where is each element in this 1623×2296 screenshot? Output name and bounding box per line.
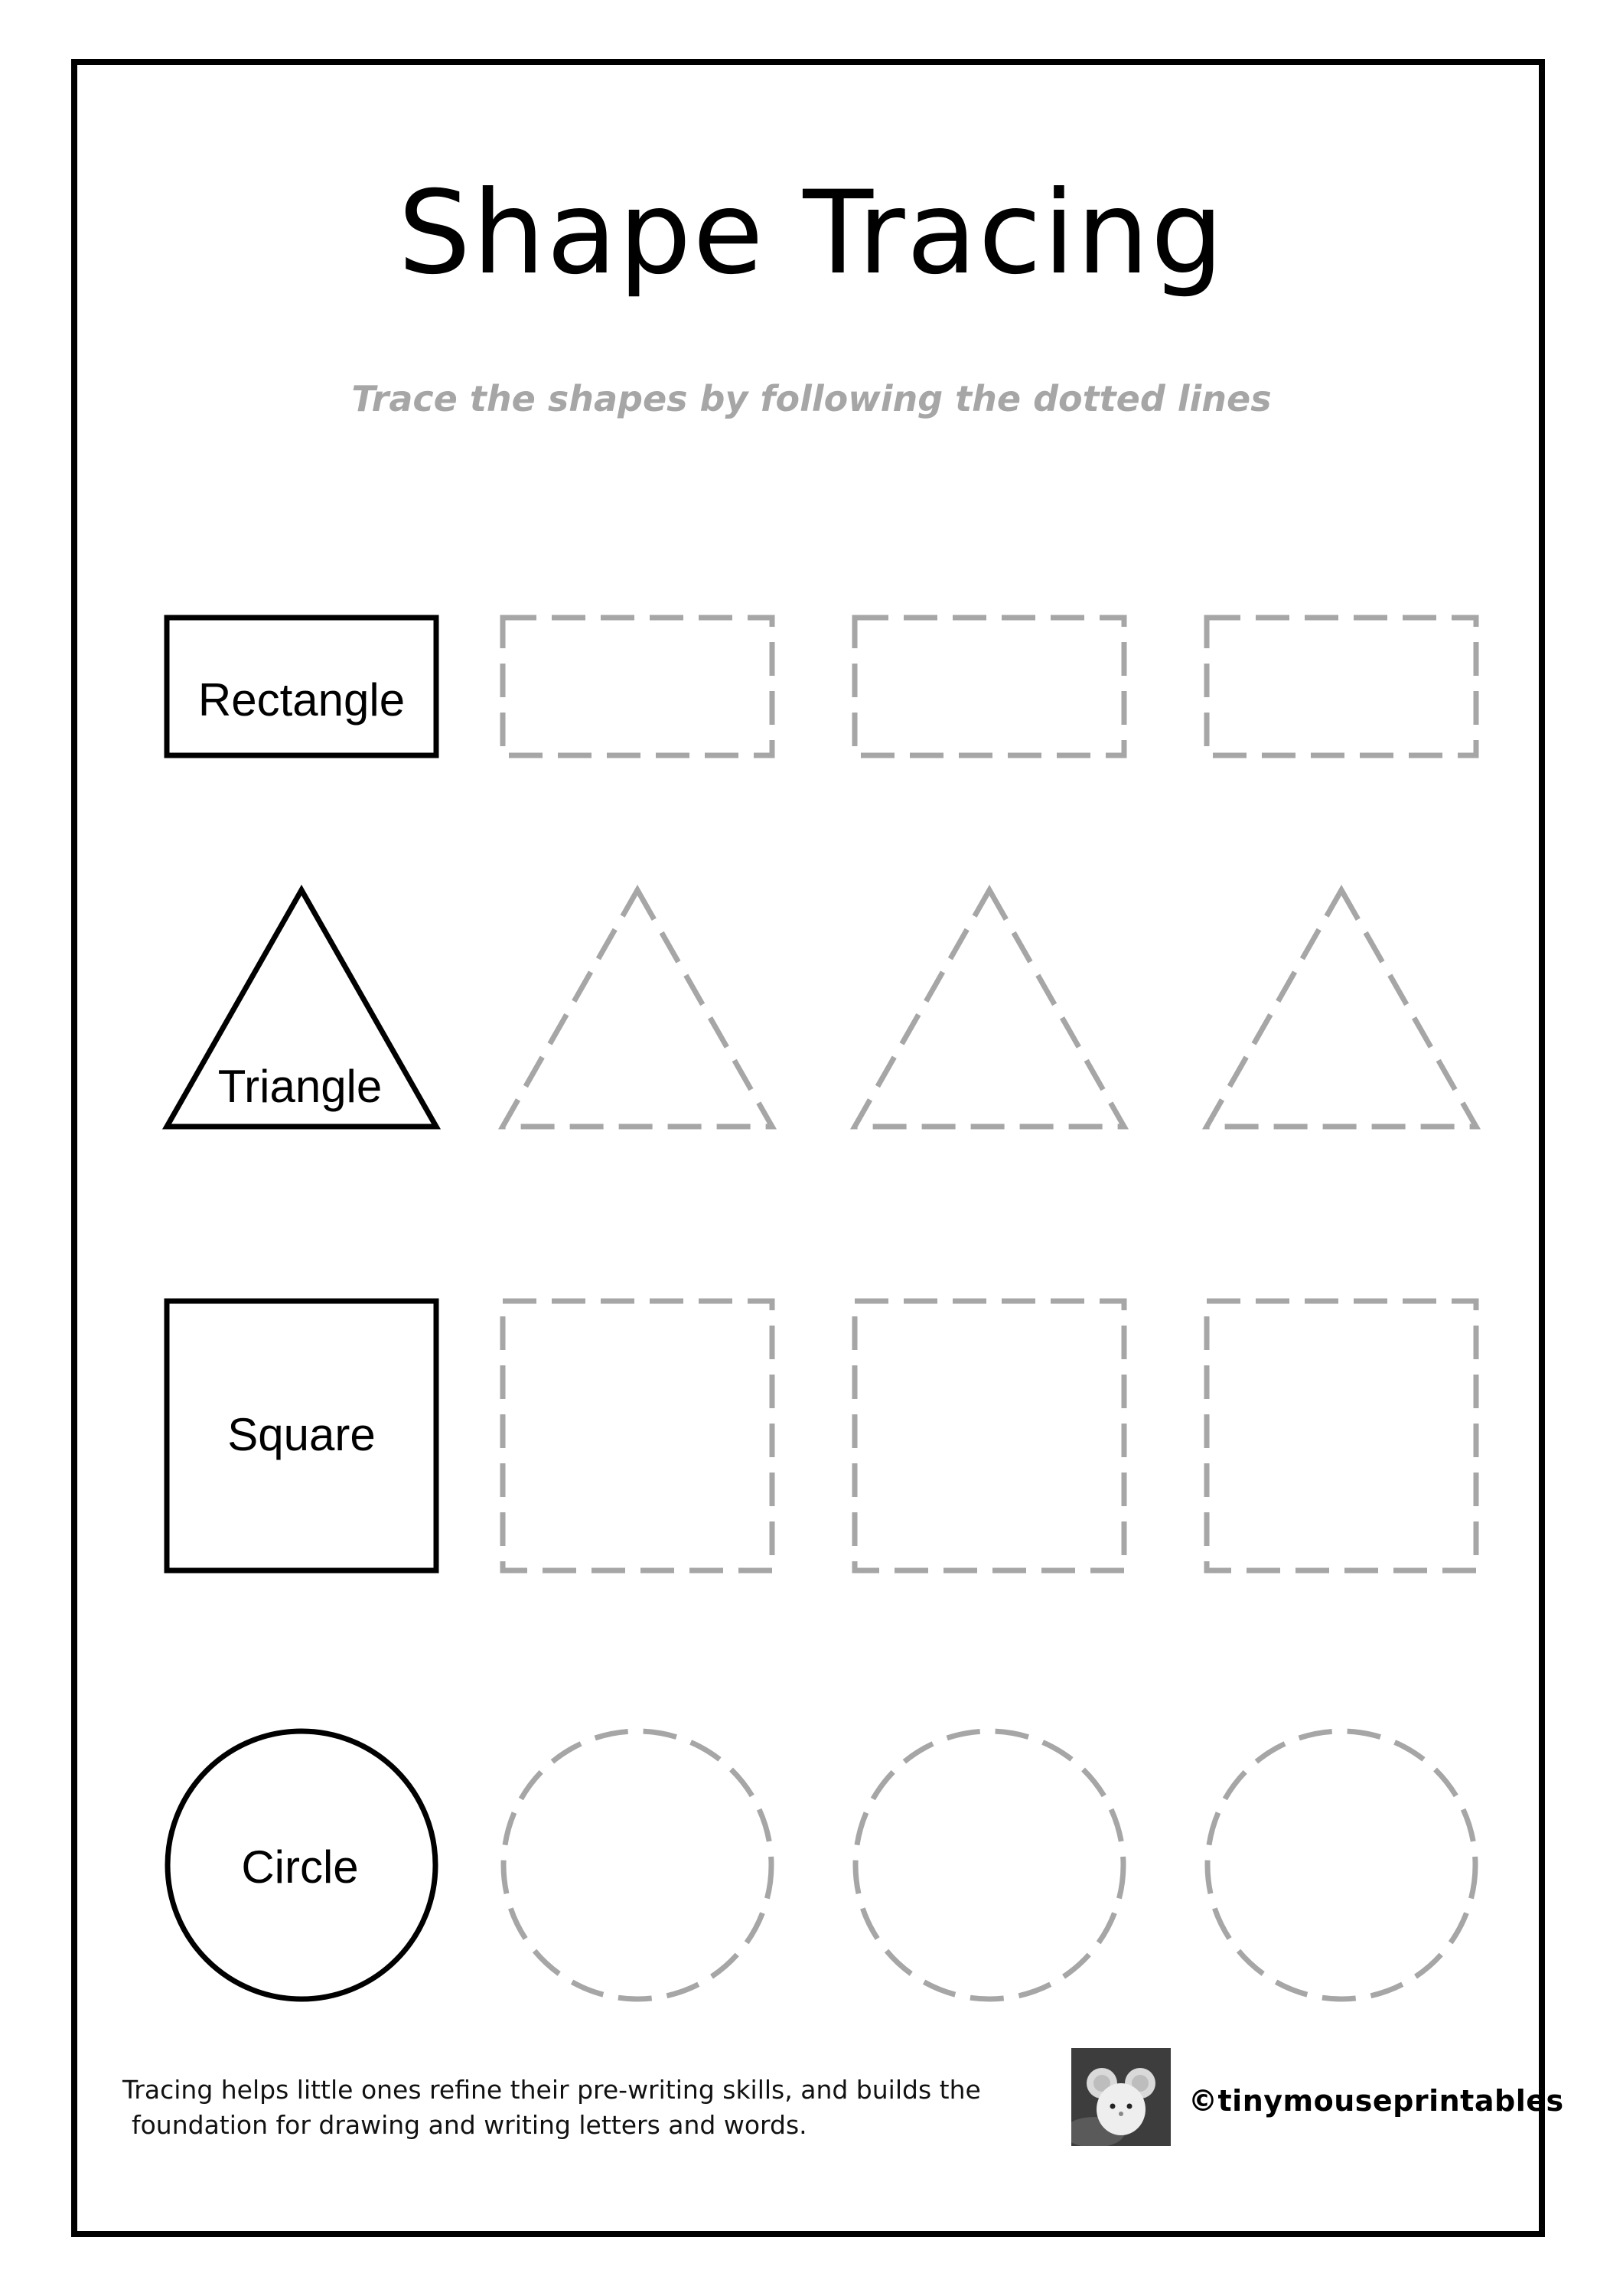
footer-line-2: foundation for drawing and writing letters and words. [132, 2110, 807, 2140]
square-trace-2[interactable] [855, 1301, 1124, 1570]
circle-trace-3[interactable] [1207, 1731, 1475, 1999]
triangle-trace-2[interactable] [855, 890, 1124, 1127]
circle-trace-2[interactable] [855, 1731, 1123, 1999]
row-circle [168, 1731, 1475, 1999]
square-label: Square [227, 1409, 376, 1460]
row-triangle [167, 890, 1476, 1127]
page-title: Shape Tracing [398, 167, 1225, 300]
rectangle-trace-1[interactable] [503, 618, 772, 755]
rectangle-label: Rectangle [197, 674, 406, 726]
rectangle-trace-2[interactable] [855, 618, 1124, 755]
circle-trace-1[interactable] [504, 1731, 771, 1999]
circle-label: Circle [241, 1841, 359, 1893]
footer-note [122, 2073, 1079, 2143]
row-rectangle [167, 618, 1476, 755]
triangle-label: Triangle [217, 1061, 383, 1112]
brand-credit: ©tinymouseprintables [1188, 2084, 1564, 2118]
page-subtitle: Trace the shapes by following the dotted lines [351, 378, 1272, 419]
triangle-trace-1[interactable] [503, 890, 772, 1127]
square-trace-1[interactable] [503, 1301, 772, 1570]
rectangle-trace-3[interactable] [1207, 618, 1476, 755]
footer-line-1: Tracing helps little ones refine their pre-writing skills, and builds the [122, 2075, 981, 2105]
square-trace-3[interactable] [1207, 1301, 1476, 1570]
row-square [167, 1301, 1476, 1570]
triangle-trace-3[interactable] [1207, 890, 1476, 1127]
mouse-icon [1071, 2048, 1171, 2146]
